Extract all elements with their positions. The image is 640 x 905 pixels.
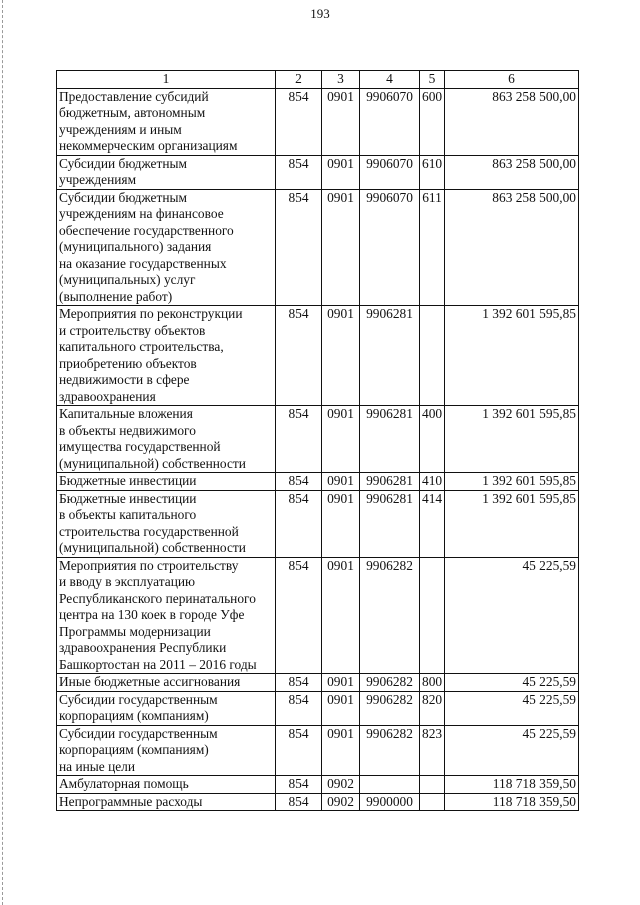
amount-cell: 1 392 601 595,85 xyxy=(445,490,579,557)
ministry-code-cell: 854 xyxy=(276,490,322,557)
target-article-cell: 9906281 xyxy=(360,490,420,557)
expense-type-cell xyxy=(420,306,445,406)
table-row xyxy=(57,490,579,557)
row-name-cell: Мероприятия по реконструкции и строительству объектов капитального строительства, приобретению объектов недвижимости в сфере здравоохранения xyxy=(57,306,276,406)
section-code-cell: 0901 xyxy=(322,406,360,473)
ministry-code-cell: 854 xyxy=(276,406,322,473)
target-article-cell: 9900000 xyxy=(360,793,420,811)
ministry-code-cell: 854 xyxy=(276,793,322,811)
ministry-code-cell: 854 xyxy=(276,155,322,189)
table-row xyxy=(57,793,579,811)
section-code-cell: 0901 xyxy=(322,691,360,725)
table-row xyxy=(57,691,579,725)
amount-cell: 863 258 500,00 xyxy=(445,88,579,155)
table-body xyxy=(57,88,579,811)
ministry-code-cell: 854 xyxy=(276,306,322,406)
table-row xyxy=(57,776,579,794)
ministry-code-cell: 854 xyxy=(276,776,322,794)
expense-type-cell xyxy=(420,557,445,674)
table-row xyxy=(57,406,579,473)
target-article-cell: 9906281 xyxy=(360,406,420,473)
table-row xyxy=(57,88,579,155)
column-header: 5 xyxy=(420,71,445,89)
expense-type-cell: 410 xyxy=(420,473,445,491)
target-article-cell: 9906282 xyxy=(360,674,420,692)
amount-cell: 863 258 500,00 xyxy=(445,189,579,306)
section-code-cell: 0902 xyxy=(322,793,360,811)
column-header: 1 xyxy=(57,71,276,89)
amount-cell: 45 225,59 xyxy=(445,557,579,674)
expense-type-cell: 611 xyxy=(420,189,445,306)
row-name-cell: Иные бюджетные ассигнования xyxy=(57,674,276,692)
target-article-cell: 9906282 xyxy=(360,725,420,776)
section-code-cell: 0901 xyxy=(322,490,360,557)
amount-cell: 1 392 601 595,85 xyxy=(445,473,579,491)
section-code-cell: 0901 xyxy=(322,557,360,674)
target-article-cell: 9906070 xyxy=(360,88,420,155)
table-row xyxy=(57,473,579,491)
table-row xyxy=(57,306,579,406)
amount-cell: 118 718 359,50 xyxy=(445,793,579,811)
expense-type-cell: 400 xyxy=(420,406,445,473)
target-article-cell: 9906070 xyxy=(360,155,420,189)
column-header: 3 xyxy=(322,71,360,89)
page-number: 193 xyxy=(310,6,330,21)
section-code-cell: 0901 xyxy=(322,725,360,776)
section-code-cell: 0902 xyxy=(322,776,360,794)
row-name-cell: Субсидии государственным корпорациям (компаниям) на иные цели xyxy=(57,725,276,776)
column-header: 4 xyxy=(360,71,420,89)
row-name-cell: Предоставление субсидий бюджетным, автономным учреждениям и иным некоммерческим организациям xyxy=(57,88,276,155)
amount-cell: 45 225,59 xyxy=(445,691,579,725)
ministry-code-cell: 854 xyxy=(276,189,322,306)
ministry-code-cell: 854 xyxy=(276,725,322,776)
row-name-cell: Амбулаторная помощь xyxy=(57,776,276,794)
row-name-cell: Субсидии государственным корпорациям (компаниям) xyxy=(57,691,276,725)
table-row xyxy=(57,155,579,189)
table-row xyxy=(57,557,579,674)
ministry-code-cell: 854 xyxy=(276,691,322,725)
section-code-cell: 0901 xyxy=(322,189,360,306)
row-name-cell: Мероприятия по строительству и вводу в эксплуатацию Республиканского перинатального центра на 130 коек в городе Уфе Программы модернизации здравоохранения Республики Башкортостан на 2011 – 2016 годы xyxy=(57,557,276,674)
section-code-cell: 0901 xyxy=(322,674,360,692)
expense-type-cell: 820 xyxy=(420,691,445,725)
row-name-cell: Бюджетные инвестиции в объекты капитального строительства государственной (муниципальной) собственности xyxy=(57,490,276,557)
expense-type-cell: 414 xyxy=(420,490,445,557)
target-article-cell: 9906281 xyxy=(360,473,420,491)
amount-cell: 863 258 500,00 xyxy=(445,155,579,189)
section-code-cell: 0901 xyxy=(322,306,360,406)
budget-table xyxy=(56,70,579,811)
expense-type-cell xyxy=(420,793,445,811)
scan-edge-line xyxy=(2,0,4,905)
table-row xyxy=(57,725,579,776)
expense-type-cell: 600 xyxy=(420,88,445,155)
expense-type-cell: 800 xyxy=(420,674,445,692)
section-code-cell: 0901 xyxy=(322,88,360,155)
target-article-cell: 9906070 xyxy=(360,189,420,306)
section-code-cell: 0901 xyxy=(322,473,360,491)
ministry-code-cell: 854 xyxy=(276,88,322,155)
target-article-cell: 9906282 xyxy=(360,557,420,674)
target-article-cell: 9906281 xyxy=(360,306,420,406)
section-code-cell: 0901 xyxy=(322,155,360,189)
ministry-code-cell: 854 xyxy=(276,674,322,692)
row-name-cell: Субсидии бюджетным учреждениям на финансовое обеспечение государственного (муниципального) задания на оказание государственных (муниципальных) услуг (выполнение работ) xyxy=(57,189,276,306)
amount-cell: 1 392 601 595,85 xyxy=(445,306,579,406)
amount-cell: 45 225,59 xyxy=(445,725,579,776)
row-name-cell: Непрограммные расходы xyxy=(57,793,276,811)
amount-cell: 1 392 601 595,85 xyxy=(445,406,579,473)
target-article-cell: 9906282 xyxy=(360,691,420,725)
table-row xyxy=(57,674,579,692)
row-name-cell: Капитальные вложения в объекты недвижимого имущества государственной (муниципальной) собственности xyxy=(57,406,276,473)
row-name-cell: Бюджетные инвестиции xyxy=(57,473,276,491)
column-header: 6 xyxy=(445,71,579,89)
target-article-cell xyxy=(360,776,420,794)
table-row xyxy=(57,189,579,306)
expense-type-cell: 610 xyxy=(420,155,445,189)
amount-cell: 118 718 359,50 xyxy=(445,776,579,794)
amount-cell: 45 225,59 xyxy=(445,674,579,692)
expense-type-cell xyxy=(420,776,445,794)
table-header-row xyxy=(57,71,579,89)
ministry-code-cell: 854 xyxy=(276,473,322,491)
expense-type-cell: 823 xyxy=(420,725,445,776)
ministry-code-cell: 854 xyxy=(276,557,322,674)
column-header: 2 xyxy=(276,71,322,89)
row-name-cell: Субсидии бюджетным учреждениям xyxy=(57,155,276,189)
